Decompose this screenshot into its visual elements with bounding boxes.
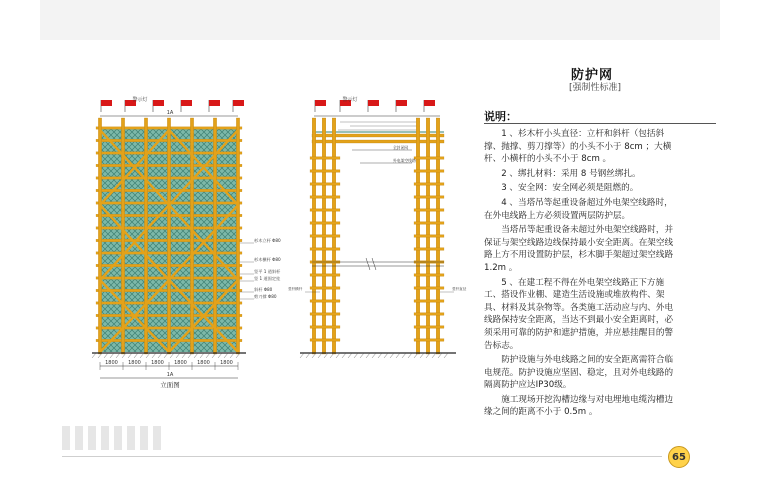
ground-hatch: [378, 353, 382, 358]
document-subtitle: [强制性标准]: [568, 83, 622, 93]
ground-hatch: [330, 353, 334, 358]
horizontal-pole: [414, 196, 444, 199]
right-section: [288, 96, 467, 358]
horizontal-pole: [414, 274, 444, 277]
horizontal-pole: [310, 235, 340, 238]
horizontal-pole: [414, 339, 444, 342]
side-label-powerline: 外电架空线路: [393, 158, 416, 163]
ground-hatch: [152, 353, 156, 358]
ground-hatch: [128, 353, 132, 358]
horizontal-pole: [310, 287, 340, 290]
note-1: 1 、杉木杆小头直径：立杆和斜杆（包括斜撑、抛撑、剪刀撑等）的小头不小于 8cm ；大横杆、小横杆的小头不小于 8cm 。: [484, 129, 672, 165]
ground-hatch: [318, 353, 322, 358]
ground-hatch: [188, 353, 192, 358]
dimension-label: 1800: [174, 360, 187, 366]
ground-hatch: [182, 353, 186, 358]
horizontal-pole: [414, 157, 444, 160]
horizontal-pole: [310, 209, 340, 212]
top-dim-label: 1A: [166, 110, 174, 116]
ground-hatch: [164, 353, 168, 358]
ground-hatch: [348, 353, 352, 358]
horizontal-pole: [414, 326, 444, 329]
horizontal-pole: [310, 339, 340, 342]
annotation-label: 斜杆 Φ80: [254, 287, 273, 292]
ground-hatch: [194, 353, 198, 358]
ground-hatch: [230, 353, 234, 358]
warning-flag: [181, 100, 192, 106]
ground-hatch: [300, 353, 304, 358]
ground-hatch: [384, 353, 388, 358]
note-6: 5 、在建工程不得在外电架空线路正下方施工、搭设作业棚、建造生活设施或堆放构件、架具、材料及其杂物等。各类施工活动应与内、外电线路保持安全距离，当达不到最小安全距离时，必须采用可靠的防护和遮护措施，并应悬挂醒目的警告标志。: [484, 277, 674, 351]
ground-hatch: [218, 353, 222, 358]
horizontal-pole: [414, 313, 444, 316]
horizontal-pole: [414, 300, 444, 303]
page-number: 65: [668, 446, 690, 468]
note-4: 4 、当塔吊等起重设备超过外电架空线路时，在外电线路上方必须设置两层防护层。: [484, 197, 673, 221]
horizontal-pole: [414, 248, 444, 251]
bottom-dim-total: 1A: [166, 372, 174, 378]
ground-hatch: [206, 353, 210, 358]
warning-flag: [368, 100, 379, 106]
horizontal-pole: [414, 209, 444, 212]
dimension-label: 1800: [128, 360, 141, 366]
horizontal-pole: [310, 326, 340, 329]
ground-hatch: [420, 353, 424, 358]
dimension-label: 1800: [220, 360, 233, 366]
note-2: 2 、绑扎材料：采用 8 号钢丝绑扎。: [501, 168, 641, 179]
horizontal-pole: [310, 300, 340, 303]
ground-hatch: [306, 353, 310, 358]
warning-flag: [424, 100, 435, 106]
annotation-label: 竖平 1 道斜杆: [254, 269, 281, 274]
ground-hatch: [396, 353, 400, 358]
drawing-caption: 立面图: [160, 381, 180, 389]
ground-hatch: [360, 353, 364, 358]
horizontal-pole: [310, 196, 340, 199]
ground-hatch: [408, 353, 412, 358]
ground-hatch: [414, 353, 418, 358]
horizontal-pole: [414, 287, 444, 290]
horizontal-pole: [310, 157, 340, 160]
vertical-pole: [98, 118, 101, 354]
horizontal-pole: [310, 313, 340, 316]
ground-hatch: [372, 353, 376, 358]
warning-flag: [209, 100, 220, 106]
ground-hatch: [158, 353, 162, 358]
ground-hatch: [342, 353, 346, 358]
horizontal-pole: [414, 170, 444, 173]
dimension-label: 1800: [105, 360, 118, 366]
warning-flag: [233, 100, 244, 106]
notes-heading: 说明：: [484, 110, 517, 123]
ground-hatch: [444, 353, 448, 358]
side-label-poles: 竖杆横杆: [288, 287, 303, 291]
annotation-label: 竖 1 道固定挂: [254, 276, 281, 281]
top-label-right: 警示灯: [342, 97, 358, 103]
ground-hatch: [104, 353, 108, 358]
ground-hatch: [366, 353, 370, 358]
left-elevation: [92, 96, 281, 389]
note-7: 防护设施与外电线路之间的安全距离需符合临电规范。防护设施应坚固、稳定，且对外电线路的隔离防护应达IP30级。: [484, 355, 674, 391]
note-5: 当塔吊等起重设备未超过外电架空线路时，并保证与架空线路边线保持最小安全距离。在架空线路上方不用设置防护层，杉木脚手架超过架空线路 1.2m 。: [484, 225, 674, 273]
annotation-label: 杉木立杆 Φ80: [254, 238, 281, 243]
horizontal-pole: [310, 170, 340, 173]
note-8: 施工现场开挖沟槽边缘与对电埋地电缆沟槽边缘之间的距离不小于 0.5m 。: [484, 394, 674, 418]
warning-flag: [101, 100, 112, 106]
horizontal-pole: [310, 274, 340, 277]
document-title: 防护网: [570, 68, 613, 83]
horizontal-pole: [414, 183, 444, 186]
ground-hatch: [432, 353, 436, 358]
note-3: 3 、安全网：安全网必须是阻燃的。: [501, 183, 639, 194]
horizontal-pole: [414, 235, 444, 238]
annotation-label: 剪刀撑 Φ80: [254, 294, 277, 299]
ground-hatch: [390, 353, 394, 358]
warning-flag: [396, 100, 407, 106]
ground-hatch: [116, 353, 120, 358]
ground-hatch: [336, 353, 340, 358]
notes-divider: [484, 123, 716, 124]
ground-hatch: [200, 353, 204, 358]
ground-hatch: [176, 353, 180, 358]
horizontal-pole: [310, 183, 340, 186]
dimension-label: 1800: [151, 360, 164, 366]
horizontal-pole: [414, 222, 444, 225]
warning-flag: [153, 100, 164, 106]
side-label-net: 全封闭网: [393, 145, 409, 150]
ground-hatch: [134, 353, 138, 358]
ground-hatch: [92, 353, 96, 358]
vertical-pole: [236, 118, 239, 354]
annotation-label: 杉木横杆 Φ80: [254, 257, 281, 262]
horizontal-pole: [310, 222, 340, 225]
footer-rule: [62, 456, 662, 457]
top-label: 警示灯: [132, 97, 148, 103]
notes-body: [484, 128, 678, 421]
ground-hatch: [224, 353, 228, 358]
ground-hatch: [110, 353, 114, 358]
decorative-stripes: [62, 426, 172, 456]
ground-hatch: [354, 353, 358, 358]
horizontal-pole: [310, 248, 340, 251]
ground-hatch: [402, 353, 406, 358]
dimension-label: 1800: [197, 360, 210, 366]
warning-flag: [315, 100, 326, 106]
ground-hatch: [140, 353, 144, 358]
vertical-pole: [167, 118, 170, 354]
side-label-diameter: 竖杆直径: [452, 287, 467, 291]
